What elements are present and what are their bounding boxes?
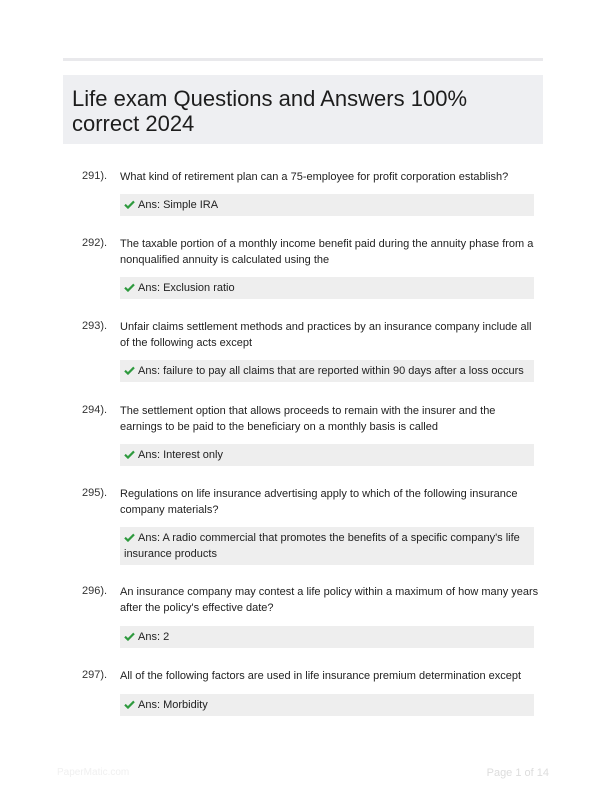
check-icon [124,700,135,709]
check-icon [124,366,135,375]
question-number: 291). [82,170,108,182]
answer-box [120,694,534,716]
answer-text: Ans: failure to pay all claims that are reported within 90 days after a loss occurs [138,365,524,377]
answer-text: Ans: A radio commercial that promotes the benefits of a specific company's life insurance products [124,532,520,560]
question-text: Regulations on life insurance advertising apply to which of the following insurance company materials? [120,488,518,516]
question-number: 294). [82,404,108,416]
check-icon [124,283,135,292]
page-title: Life exam Questions and Answers 100% correct 2024 [72,86,468,136]
question-number: 293). [82,320,108,332]
check-icon [124,200,135,209]
answer-box [120,194,534,216]
question-text: All of the following factors are used in life insurance premium determination except [120,670,522,682]
top-divider [63,58,543,61]
title-banner [63,75,543,144]
question-text: Unfair claims settlement methods and practices by an insurance company include all of the following acts except [120,321,532,349]
question-text: The settlement option that allows proceeds to remain with the insurer and the earnings to be paid to the beneficiary on a monthly basis is called [120,405,496,433]
check-icon [124,632,135,641]
question-number: 296). [82,585,108,597]
check-icon [124,450,135,459]
page-number: Page 1 of 14 [486,767,549,779]
footer-watermark: PaperMatic.com [57,767,130,778]
question-number: 292). [82,237,108,249]
answer-text: Ans: Interest only [138,449,223,461]
answer-text: Ans: Simple IRA [138,199,219,211]
question-number: 295). [82,487,108,499]
check-icon [124,533,135,542]
question-text: What kind of retirement plan can a 75-employee for profit corporation establish? [120,171,509,183]
answer-box [120,360,534,382]
answer-box [120,626,534,648]
question-text: The taxable portion of a monthly income benefit paid during the annuity phase from a nonqualified annuity is calculated using the [120,238,534,266]
answer-text: Ans: Exclusion ratio [138,282,235,294]
question-text: An insurance company may contest a life policy within a maximum of how many years after the policy's effective date? [120,586,539,614]
answer-box [120,277,534,299]
answer-box [120,527,534,565]
answer-box [120,444,534,466]
answer-text: Ans: 2 [138,631,170,643]
question-number: 297). [82,669,108,681]
answer-text: Ans: Morbidity [138,699,208,711]
